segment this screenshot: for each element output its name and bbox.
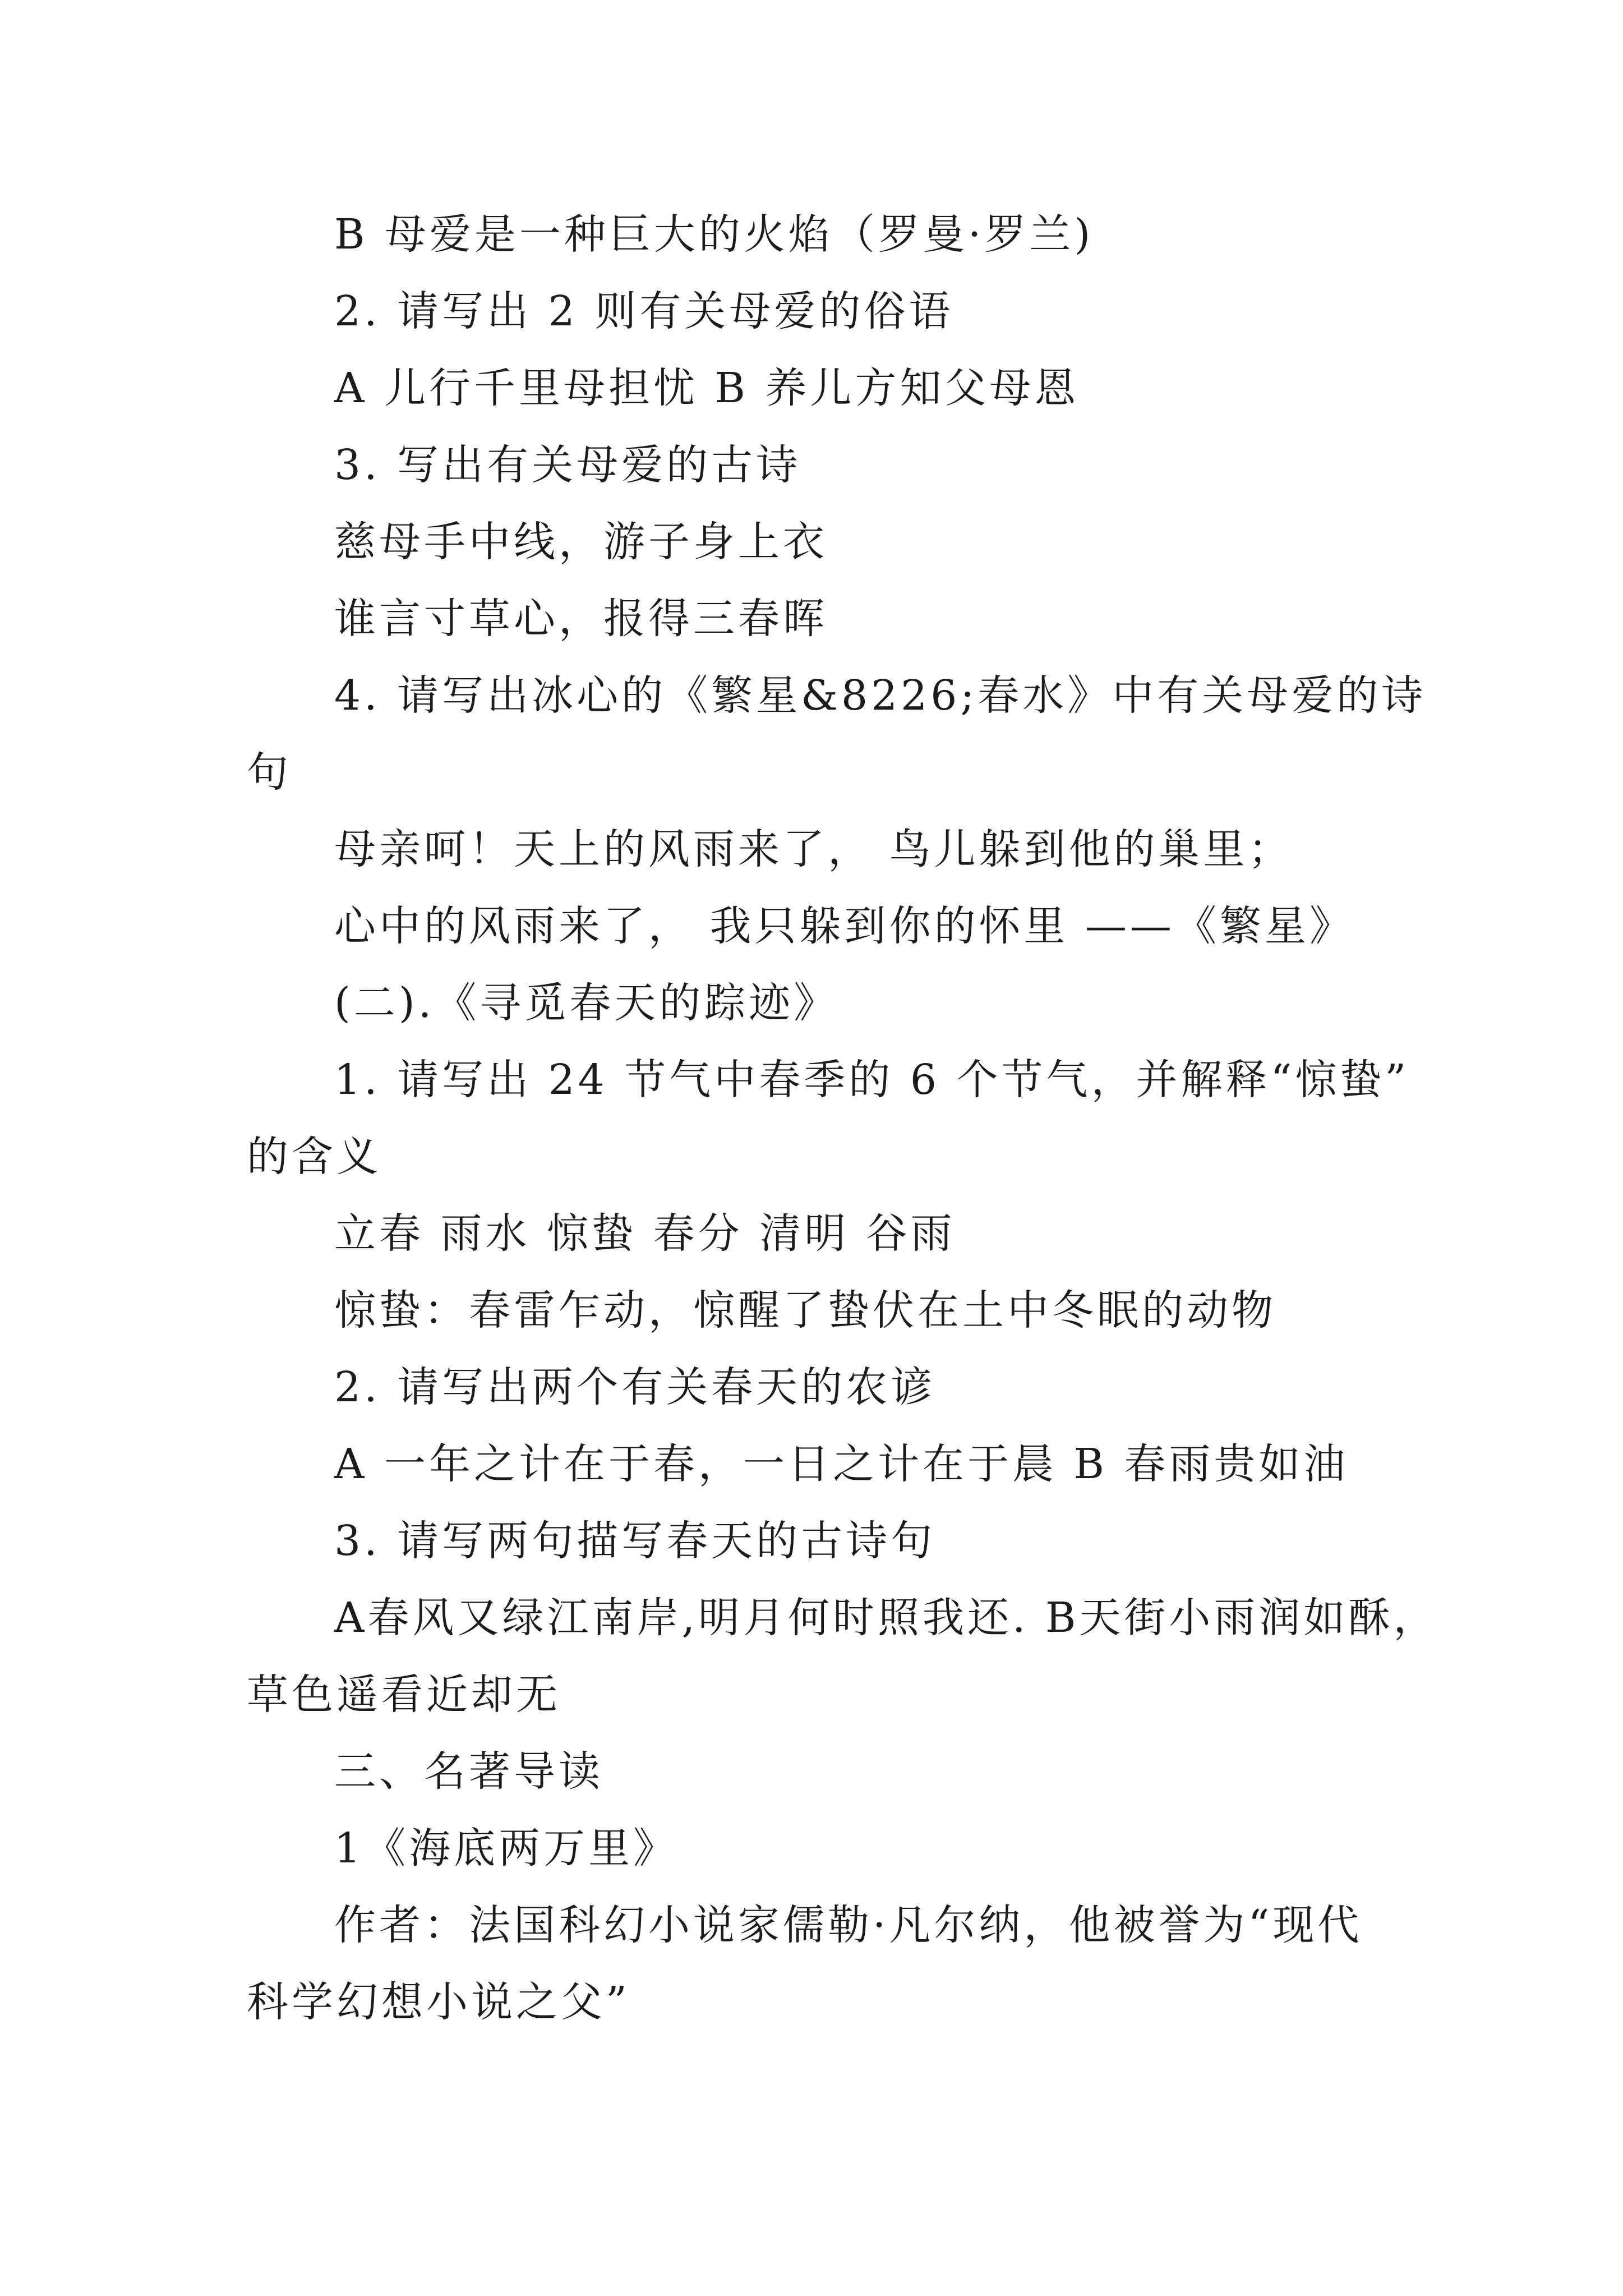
text-line-12: 1. 请写出 24 节气中春季的 6 个节气，并解释“惊蛰” — [334, 1056, 1410, 1104]
text-line-24: 科学幻想小说之父” — [247, 1978, 630, 2026]
text-line-19: A春风又绿江南岸,明月何时照我还. B天街小雨润如酥， — [334, 1594, 1438, 1642]
text-line-1: B 母爱是一种巨大的火焰（罗曼·罗兰) — [334, 210, 1094, 259]
text-line-9: 母亲呵！天上的风雨来了， 鸟儿躲到他的巢里； — [334, 825, 1293, 873]
text-line-6: 谁言寸草心，报得三春晖 — [334, 595, 828, 643]
document-body — [247, 196, 1438, 2041]
text-line-10: 心中的风雨来了， 我只躲到你的怀里 ——《繁星》 — [334, 902, 1355, 950]
text-line-15: 惊蛰：春雷乍动，惊醒了蛰伏在土中冬眠的动物 — [334, 1286, 1276, 1335]
text-line-22: 1《海底两万里》 — [334, 1824, 679, 1872]
text-line-21: 三、名著导读 — [334, 1747, 603, 1796]
text-line-16: 2. 请写出两个有关春天的农谚 — [334, 1363, 936, 1411]
text-line-2: 2. 请写出 2 则有关母爱的俗语 — [334, 287, 954, 335]
text-line-18: 3. 请写两句描写春天的古诗句 — [334, 1517, 936, 1565]
text-line-4: 3. 写出有关母爱的古诗 — [334, 441, 801, 489]
text-line-7: 4. 请写出冰心的《繁星&8226;春水》中有关母爱的诗 — [334, 671, 1427, 720]
text-line-11: (二).《寻觅春天的踪迹》 — [334, 979, 839, 1027]
text-line-8: 句 — [247, 748, 292, 797]
text-line-3: A 儿行千里母担忧 B 养儿方知父母恩 — [334, 364, 1080, 412]
text-line-5: 慈母手中线，游子身上衣 — [334, 518, 828, 566]
text-line-20: 草色遥看近却无 — [247, 1671, 561, 1719]
text-line-17: A 一年之计在于春，一日之计在于晨 B 春雨贵如油 — [334, 1440, 1349, 1488]
text-line-13: 的含义 — [247, 1133, 381, 1181]
text-line-23: 作者：法国科幻小说家儒勒·凡尔纳，他被誉为“现代 — [334, 1901, 1363, 1949]
text-line-14: 立春 雨水 惊蛰 春分 清明 谷雨 — [334, 1209, 956, 1258]
